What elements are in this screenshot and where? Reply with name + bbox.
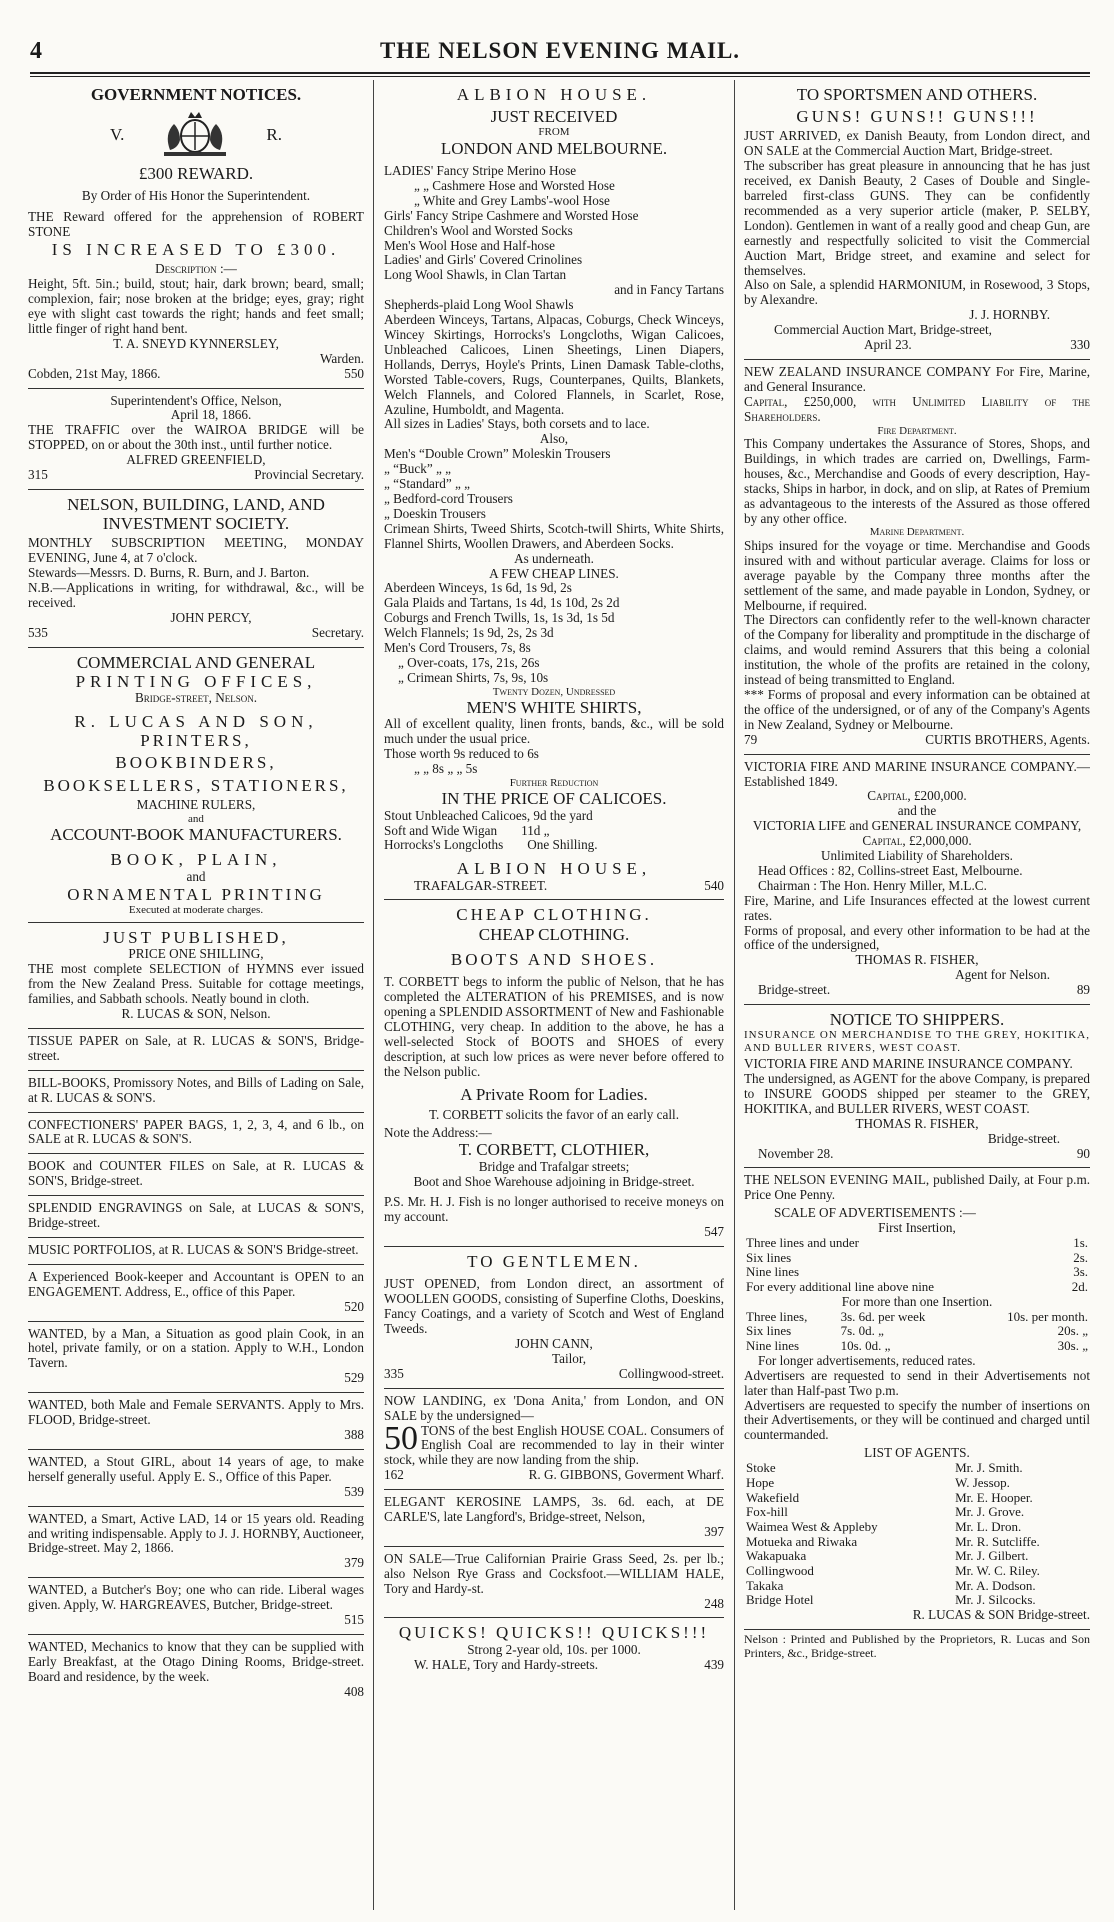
quicks-ad: QUICKS! QUICKS!! QUICKS!!! Strong 2-year old, 10s. per 1000. W. HALE, Tory and Hardy-streets. 439 xyxy=(398,1623,724,1672)
hymns-ad: JUST PUBLISHED, PRICE ONE SHILLING, THE most complete SELECTION of HYMNS ever issued from the New Zealand Press. Suitable for cottage meetings, families, and Sabbath schools. Neatly bound in cloth. R. LUCAS & SON, Nelson. xyxy=(28,923,364,1029)
agents-table xyxy=(744,1461,1090,1608)
agent-row: Hope W. Jessop. xyxy=(746,1474,1010,1490)
small-ad: TISSUE PAPER on Sale, at R. LUCAS & SON'S, Bridge-street. xyxy=(28,1029,364,1071)
guns-ad: TO SPORTSMEN AND OTHERS. GUNS! GUNS!! GUNS!!! JUST ARRIVED, ex Danish Beauty, from London direct, and ON SALE at the Commercial Auction Mart, Bridge-street. The subscriber has great pleasure in announcing that he has just received, ex Danish Beauty, 2 Cases of Double and Single-barreled first-class GUNS. They can be confidently recommended as a very superior article (maker, P. SELBY, London). Gentlemen in want of a really good and cheap Gun, are earnestly and respectfully solicited to visit the Commercial Auction Mart, Bridge street, and examine and select for themselves. Also on Sale, a splendid HARMONIUM, in Rosewood, 3 Stops, by Alexandre. J. J. HORNBY. Commercial Auction Mart, Bridge-street, April 23. 330 xyxy=(744,80,1090,360)
shippers-notice: NOTICE TO SHIPPERS. INSURANCE ON MERCHANDISE TO THE GREY, HOKITIKA, AND BULLER RIVERS, WEST COAST. VICTORIA FIRE AND MARINE INSURANCE COMPANY. The undersigned, as AGENT for the above Company, is prepared to INSURE GOODS shipped per steamer to the GREY, HOKITIKA, and BULLER RIVERS, WEST COAST. THOMAS R. FISHER, Bridge-street. November 28. 90 xyxy=(744,1005,1090,1168)
agent-row: Takaka Mr. A. Dodson. xyxy=(746,1577,1036,1593)
traffic-notice: Superintendent's Office, Nelson, April 18, 1866. THE TRAFFIC over the WAIROA BRIDGE will be STOPPED, on or about the 30th inst., until further notice. ALFRED GREENFIELD, 315 Provincial Secretary. xyxy=(28,389,364,490)
wanted-ad: WANTED, a Stout GIRL, about 14 years of age, to make herself generally useful. Apply E. S., Office of this Paper. 539 xyxy=(28,1450,364,1507)
wanted-ad: WANTED, Mechanics to know that they can be supplied with Early Breakfast, at the Otago Dining Rooms, Bridge-street. Board and residence, by the week. 408 xyxy=(28,1638,364,1699)
description-text: Height, 5ft. 5in.; build, stout; hair, dark brown; beard, small; complexion, fair; nose broken at the bridge; eyes, gray; right eye with slight cast towards the right; hands and feet small; little finger of right hand bent. xyxy=(28,276,364,336)
reward-text: THE Reward offered for the apprehension of ROBERT STONE xyxy=(28,209,364,240)
small-ad: BOOK and COUNTER FILES on Sale, at R. LUCAS & SON'S, Bridge-street. xyxy=(28,1154,364,1196)
royal-crest: V. R. xyxy=(28,110,364,158)
imprint: Nelson : Printed and Published by the Proprietors, R. Lucas and Son Printers, &c., Bridge-street. xyxy=(744,1629,1090,1660)
corbett-clothing-ad: CHEAP CLOTHING. CHEAP CLOTHING. BOOTS AND SHOES. T. CORBETT begs to inform the public of Nelson, that he has completed the ALTERATION of his PREMISES, and is now opening a SPLENDID ASSORTMENT of New and Fashionable CLOTHING, very cheap. In addition to the above, he has a well-selected Stock of BOOTS and SHOES of every description, at such low prices as were never before offered to the Nelson public. A Private Room for Ladies. T. CORBETT solicits the favor of an early call. Note the Address:— T. CORBETT, CLOTHIER, Bridge and Trafalgar streets; Boot and Shoe Warehouse adjoining in Bridge-street. P.S. Mr. H. J. Fish is no longer authorised to receive moneys on my account. 547 xyxy=(384,900,724,1247)
wanted-ad: WANTED, a Butcher's Boy; one who can ride. Liberal wages given. Apply, W. HARGREAVES, Butcher, Bridge-street. 515 xyxy=(28,1578,364,1635)
grass-seed-ad: ON SALE—True Californian Prairie Grass Seed, 2s. per lb.; also Nelson Rye Grass and Cocksfoot.—WILLIAM HALE, Tory and Hardy-st. 248 xyxy=(384,1547,724,1619)
government-heading: GOVERNMENT NOTICES. xyxy=(90,85,302,104)
rates-table-multiple: Three lines, 3s. 6d. per week 10s. per month. Six lines 7s. 0d. „ 20s. „ Nine lines 10s. 0d. „ 30s. „ xyxy=(746,1308,1088,1354)
wanted-ad: A Experienced Book-keeper and Accountant is OPEN to an ENGAGEMENT. Address, E., office of this Paper. 520 xyxy=(28,1265,364,1322)
column-rule-1 xyxy=(373,80,374,1910)
masthead-rule xyxy=(30,72,1090,77)
small-ad: CONFECTIONERS' PAPER BAGS, 1, 2, 3, 4, and 6 lb., on SALE at R. LUCAS & SON'S. xyxy=(28,1113,364,1155)
masthead xyxy=(30,36,1090,70)
royal-arms-icon xyxy=(150,110,240,158)
agent-row: Wakefield Mr. E. Hooper. xyxy=(746,1489,1033,1505)
agent-row: Bridge Hotel Mr. J. Silcocks. xyxy=(746,1592,1036,1608)
column-1 xyxy=(28,80,364,1910)
agent-row: Waimea West & Appleby Mr. L. Dron. xyxy=(746,1518,1022,1534)
reward-amount: £300 REWARD. xyxy=(138,164,254,184)
victoria-insurance-ad: VICTORIA FIRE AND MARINE INSURANCE COMPANY.—Established 1849. Capital, £200,000. and the VICTORIA LIFE and GENERAL INSURANCE COMPANY, Capital, £2,000,000. Unlimited Liability of Shareholders. Head Offices : 82, Collins-street East, Melbourne. Chairman : The Hon. Henry Miller, M.L.C. Fire, Marine, and Life Insurances effected at the lowest current rates. Forms of proposal, and every other information to be had at the office of the undersigned, THOMAS R. FISHER, Agent for Nelson. Bridge-street. 89 xyxy=(744,755,1090,1006)
wanted-ad: WANTED, a Smart, Active LAD, 14 or 15 years old. Reading and writing indispensable. Apply to J. J. HORNBY, Auctioneer, Bridge-street. May 2, 1866. 379 xyxy=(28,1507,364,1579)
page-number: 4 xyxy=(30,38,42,64)
evening-mail-notice: THE NELSON EVENING MAIL, published Daily, at Four p.m. Price One Penny. SCALE OF ADVERTISEMENTS :— First Insertion, Three lines and under 1s. Six lines 2s. Nine lines 3s. For every additional line above nine 2d. For more than one Insertion. Three lines, 3s. 6d. per week 10s. per month. Six lines 7s. 0d. „ 20s. „ Nine lines 10s. 0d. „ 30s. „ For longer advertisements, reduced rates. Advertisers are requested to send in their Advertisements not later than Half-past Two p.m. Advertisers are requested to specify the number of insertions on their Advertisements, or they will be continued and charged until countermanded. LIST OF AGENTS. Stoke Mr. J. Smith. Hope W. Jessop. Wakefield Mr. E. Hooper. Fox-hill Mr. J. Grove. Waimea West & Appleby Mr. L. Dron. Motueka and Riwaka Mr. R. Sutcliffe. Wakapuaka Mr. J. Gilbert. Collingwood Mr. W. C. Riley. Takaka Mr. A. Dodson. Bridge Hotel Mr. J. Silcocks. R. LUCAS & SON Bridge-street. Nelson : Printed and Published by the Proprietors, R. Lucas and Son Printers, &c., Bridge-street. xyxy=(744,1172,1090,1660)
small-ad: SPLENDID ENGRAVINGS on Sale, at LUCAS & SON'S, Bridge-street. xyxy=(28,1196,364,1238)
government-notice: GOVERNMENT NOTICES. V. R. £300 REWARD. By Order of His Honor the Superintendent. THE Reward offered for the apprehension of ROBERT STONE IS INCREASED TO £300. Description :— Height, 5ft. 5in.; build, stout; hair, dark brown; beard, small; complexion, fair; nose broken at the bridge; eyes, gray; right eye with slight cast towards the right; hands and feet small; little finger of right hand bent. T. A. SNEYD KYNNERSLEY, Warden. Cobden, 21st May, 1866. 550 xyxy=(28,80,364,389)
rates-table: Three lines and under 1s. Six lines 2s. Nine lines 3s. For every additional line above nine 2d. xyxy=(746,1235,1088,1295)
gentlemen-ad: TO GENTLEMEN. JUST OPENED, from London direct, an assortment of WOOLLEN GOODS, consisting of Superfine Cloths, Doeskins, Fancy Coatings, and a variety of Scotch and West of England Tweeds. JOHN CANN, Tailor, 335 Collingwood-street. xyxy=(384,1247,724,1389)
agent-row: Stoke Mr. J. Smith. xyxy=(746,1460,1023,1476)
nz-insurance-ad: NEW ZEALAND INSURANCE COMPANY For Fire, Marine, and General Insurance. Capital, £250,000, with Unlimited Liability of the Shareholders. Fire Department. This Company undertakes the Assurance of Stores, Shops, and Buildings, in which trades are carried on, Dwellings, Farm-houses, &c., Merchandise and Goods of every description, Hay-stacks, Ships in harbor, in dock, and on slip, at Rates of Premium as advantageous to the interests of the Assured as those offered by any other office. Marine Department. Ships insured for the voyage or time. Merchandise and Goods insured with and without particular average. Claims for loss or average payable by the Company three months after the settlement of the same, and made payable in London, Sydney, or Melbourne, if required. The Directors can confidently refer to the well-known character of the Company for liberality and promptitude in the discharge of claims, and would remind Assurers that this being a colonial institution, the whole of the profits are retained in the colony, instead of being transmitted to England. *** Forms of proposal and every information can be obtained at the office of the undersigned, or of any of the Company's Agents in New Zealand, Sydney or Melbourne. 79 CURTIS BROTHERS, Agents. xyxy=(744,360,1090,755)
agent-row: Wakapuaka Mr. J. Gilbert. xyxy=(746,1548,1029,1564)
kerosine-lamps-ad: ELEGANT KEROSINE LAMPS, 3s. 6d. each, at DE CARLE'S, late Langford's, Bridge-street, Nelson, 397 xyxy=(384,1490,724,1547)
newspaper-title: THE NELSON EVENING MAIL. xyxy=(379,38,741,63)
column-rule-2 xyxy=(734,80,735,1910)
wanted-ad: WANTED, both Male and Female SERVANTS. Apply to Mrs. FLOOD, Bridge-street. 388 xyxy=(28,1393,364,1450)
wanted-ad: WANTED, by a Man, a Situation as good plain Cook, in an hotel, private family, or on a station. Apply to W.H., London Tavern. 529 xyxy=(28,1322,364,1394)
coal-ad: NOW LANDING, ex 'Dona Anita,' from London, and ON SALE by the undersigned— 50 TONS of the best English HOUSE COAL. Consumers of English Coal are recommended to lay in their winter stock, while they are now landing from the ship. 162 R. G. GIBBONS, Goverment Wharf. xyxy=(384,1389,724,1490)
small-ad: MUSIC PORTFOLIOS, at R. LUCAS & SON'S Bridge-street. xyxy=(28,1238,364,1265)
printing-offices-ad: COMMERCIAL AND GENERAL PRINTING OFFICES, Bridge-street, Nelson. R. LUCAS AND SON, PRINTERS, BOOKBINDERS, BOOKSELLERS, STATIONERS, MACHINE RULERS, and ACCOUNT-BOOK MANUFACTURERS. BOOK, PLAIN, and ORNAMENTAL PRINTING Executed at moderate charges. xyxy=(28,648,364,923)
small-ad: BILL-BOOKS, Promissory Notes, and Bills of Lading on Sale, at R. LUCAS & SON'S. xyxy=(28,1071,364,1113)
agent-row: Collingwood Mr. W. C. Riley. xyxy=(746,1562,1040,1578)
albion-house-ad: ALBION HOUSE. JUST RECEIVED FROM LONDON AND MELBOURNE. LADIES' Fancy Stripe Merino Hose „ „ Cashmere Hose and Worsted Hose „ White and Grey Lambs'-wool Hose Girls' Fancy Stripe Cashmere and Worsted Hose Children's Wool and Worsted Socks Men's Wool Hose and Half-hose Ladies' and Girls' Covered Crinolines Long Wool Shawls, in Clan Tartan and in Fancy Tartans Shepherds-plaid Long Wool Shawls Aberdeen Winceys, Tartans, Alpacas, Coburgs, Check Winceys, Wincey Skirtings, Horrocks's Longcloths, Wigan Calicoes, Unbleached Calicoes, Linen Sheetings, Linen Diapers, Hollands, Derrys, Hoyle's Prints, Linen Damask Table-cloths, Worsted Table-covers, Rugs, Counterpanes, Quilts, Blankets, Welch Flannels, and Colored Flannels, in Scarlet, Rose, Azuline, Humboldt, and Magenta. All sizes in Ladies' Stays, both corsets and to lace. Also, Men's “Double Crown” Moleskin Trousers „ “Buck” „ „ „ “Standard” „ „ „ Bedford-cord Trousers „ Doeskin Trousers Crimean Shirts, Tweed Shirts, Scotch-twill Shirts, White Shirts, Flannel Shirts, Woollen Drawers, and Aberdeen Socks. As underneath. A FEW CHEAP LINES. Aberdeen Winceys, 1s 6d, 1s 9d, 2s Gala Plaids and Tartans, 1s 4d, 1s 10d, 2s 2d Coburgs and French Twills, 1s, 1s 3d, 1s 5d Welch Flannels; 1s 9d, 2s, 2s 3d Men's Cord Trousers, 7s, 8s „ Over-coats, 17s, 21s, 26s „ Crimean Shirts, 7s, 9s, 10s Twenty Dozen, Undressed MEN'S WHITE SHIRTS, All of excellent quality, linen fronts, bands, &c., will be sold much under the usual price. Those worth 9s reduced to 6s „ „ 8s „ „ 5s Further Reduction IN THE PRICE OF CALICOES. Stout Unbleached Calicoes, 9d the yard Soft and Wide Wigan 11d „ Horrocks's Longcloths One Shilling. ALBION HOUSE, TRAFALGAR-STREET. 540 xyxy=(384,80,724,900)
agent-row: Fox-hill Mr. J. Grove. xyxy=(746,1504,1025,1520)
column-2 xyxy=(384,80,724,1910)
agent-row: Motueka and Riwaka Mr. R. Sutcliffe. xyxy=(746,1533,1040,1549)
column-3 xyxy=(744,80,1090,1910)
building-society-notice: NELSON, BUILDING, LAND, AND INVESTMENT SOCIETY. MONTHLY SUBSCRIPTION MEETING, MONDAY EVENING, June 4, at 7 o'clock. Stewards—Messrs. D. Burns, R. Burn, and J. Barton. N.B.—Applications in writing, for withdrawal, &c., will be received. JOHN PERCY, 535 Secretary. xyxy=(28,490,364,648)
